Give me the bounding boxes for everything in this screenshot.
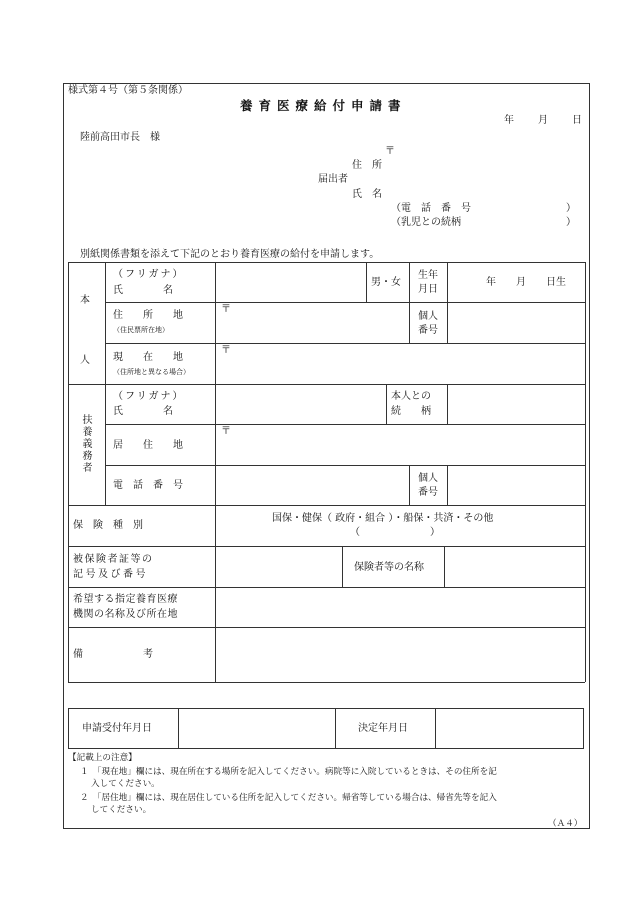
fuyou-relation-field[interactable] (449, 386, 583, 423)
decided-date-label: 決定年月日 (358, 723, 408, 734)
grid-line (447, 465, 448, 505)
grid-line (105, 262, 106, 505)
fuyou-residence-postal-mark: 〒 (221, 426, 231, 437)
applicant-name-field[interactable] (395, 187, 580, 201)
honnin-kojin-label-1: 個人 (418, 311, 438, 322)
notes-header: 【記載上の注意】 (68, 753, 137, 763)
grid-line (342, 546, 343, 587)
insurance-number-label-1: 被保険者証等の (73, 554, 154, 565)
honnin-current-postal-mark: 〒 (221, 345, 231, 356)
honnin-name-label: 氏 名 (113, 285, 173, 296)
applicant-name-label: 氏 名 (352, 189, 382, 200)
fuyou-residence-label: 居 住 地 (113, 440, 183, 451)
insurance-number-field[interactable] (217, 548, 340, 586)
honnin-section-top: 本 (80, 295, 90, 306)
paper-size: （Ａ４） (548, 819, 583, 829)
honnin-name-field[interactable] (217, 264, 364, 301)
applicant-relation-field[interactable] (470, 215, 562, 228)
fuyou-residence-field[interactable] (217, 426, 583, 464)
honnin-birth-value[interactable]: 年 月 日生 (486, 277, 566, 288)
insurer-name-label: 保険者等の名称 (354, 562, 424, 573)
addressee: 陸前高田市長 様 (80, 132, 160, 143)
grid-line (215, 262, 216, 682)
grid-line (447, 262, 448, 343)
applicant-phone-label: （電 話 番 号 (391, 203, 471, 214)
grid-line (409, 262, 410, 343)
decided-date-field[interactable] (437, 710, 582, 747)
date-year: 年 (504, 115, 514, 126)
grid-line (68, 384, 585, 385)
fuyou-name-field[interactable] (217, 386, 384, 423)
honnin-birth-label-2: 月日 (418, 284, 438, 295)
fuyou-relation-label-2: 続 柄 (391, 406, 431, 417)
insurance-type-other[interactable]: （ ） (350, 527, 440, 538)
fuyou-section-label: 扶養義務者 (80, 414, 91, 474)
grid-line (447, 384, 448, 424)
facility-label-1: 希望する指定養育医療 (73, 594, 178, 605)
grid-line (386, 384, 387, 424)
honnin-section-bottom: 人 (80, 355, 90, 366)
note-1-line-1: １ 「現在地」欄には、現在所在する場所を記入してください。病院等に入院しているときは、その住所を記 (80, 767, 497, 777)
grid-line (444, 546, 445, 587)
honnin-furigana-label: （フリガナ） (113, 269, 185, 280)
fuyou-kojin-label-2: 番号 (418, 487, 438, 498)
fuyou-relation-label-1: 本人との (391, 391, 431, 402)
form-title: 養育医療給付申請書 (240, 98, 407, 113)
fuyou-furigana-label: （フリガナ） (113, 391, 185, 402)
grid-line (68, 546, 585, 547)
form-number: 様式第４号（第５条関係） (68, 85, 188, 96)
grid-line (366, 262, 367, 302)
date-month: 月 (538, 115, 548, 126)
grid-line (105, 302, 585, 303)
insurance-number-label-2: 記号及び番号 (73, 569, 148, 580)
insurance-type-label: 保 険 種 別 (73, 520, 143, 531)
applicant-phone-field[interactable] (470, 201, 562, 214)
date-day: 日 (572, 115, 582, 126)
applicant-label: 届出者 (318, 174, 348, 185)
fuyou-kojin-field[interactable] (449, 467, 583, 504)
note-2-line-2: してください。 (91, 805, 152, 815)
applicant-relation-close: ） (566, 217, 576, 228)
remarks-field[interactable] (217, 629, 583, 681)
facility-field[interactable] (217, 589, 583, 626)
received-date-field[interactable] (180, 710, 333, 747)
grid-line (68, 262, 69, 682)
grid-line (105, 465, 585, 466)
received-date-label: 申請受付年月日 (82, 723, 152, 734)
grid-line (409, 465, 410, 505)
fuyou-kojin-label-1: 個人 (418, 473, 438, 484)
facility-label-2: 機関の名称及び所在地 (73, 609, 178, 620)
grid-line (68, 505, 585, 506)
honnin-address-postal-mark: 〒 (221, 304, 231, 315)
insurer-name-field[interactable] (446, 548, 583, 586)
grid-line (68, 587, 585, 588)
honnin-address-label: 住 所 地 (113, 310, 183, 321)
grid-line (68, 627, 585, 628)
honnin-kojin-field[interactable] (449, 304, 583, 342)
grid-line (105, 424, 585, 425)
honnin-address-field[interactable] (217, 304, 407, 342)
applicant-phone-close: ） (566, 203, 576, 214)
note-2-line-1: ２ 「居住地」欄には、現在居住している住所を記入してください。帰省等している場合は、帰省先等を記入 (80, 793, 497, 803)
grid-line (178, 708, 179, 749)
applicant-address-field[interactable] (395, 158, 580, 172)
grid-line (68, 682, 585, 683)
grid-line (68, 262, 585, 263)
honnin-birth-label-1: 生年 (418, 270, 438, 281)
honnin-current-field[interactable] (217, 345, 583, 383)
honnin-current-label: 現 在 地 (113, 352, 183, 363)
honnin-current-sub: （住所地と異なる場合） (113, 368, 190, 376)
applicant-relation-label: （乳児との続柄 (391, 217, 461, 228)
grid-line (105, 343, 585, 344)
insurance-type-options[interactable]: 国保・健保（ 政府・組合 ）・船保・共済・その他 (272, 513, 494, 524)
remarks-label: 備 考 (73, 649, 153, 660)
note-1-line-2: 入してください。 (91, 779, 160, 789)
fuyou-phone-field[interactable] (217, 467, 407, 504)
fuyou-phone-label: 電 話 番 号 (113, 480, 183, 491)
honnin-kojin-label-2: 番号 (418, 325, 438, 336)
applicant-address-label: 住 所 (352, 160, 382, 171)
honnin-sex-select[interactable]: 男・女 (371, 277, 401, 288)
grid-line (435, 708, 436, 749)
fuyou-name-label: 氏 名 (113, 406, 173, 417)
honnin-address-sub: （住民票所在地） (113, 326, 169, 334)
applicant-postal-mark: 〒 (385, 146, 395, 157)
grid-line (585, 262, 586, 682)
grid-line (335, 708, 336, 749)
intro-text: 別紙関係書類を添えて下記のとおり養育医療の給付を申請します。 (80, 249, 380, 260)
